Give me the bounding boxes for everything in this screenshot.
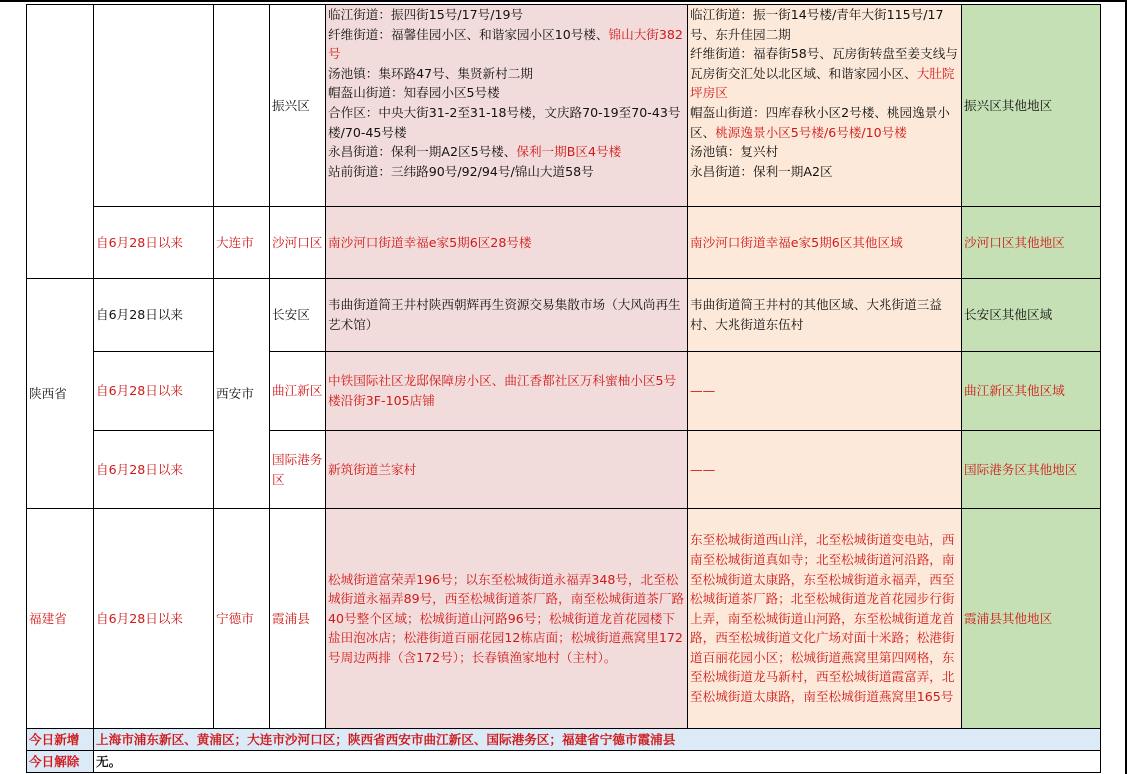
risk-segment-new: 保利一期B区4号楼 [516,144,622,160]
risk-line [690,44,959,103]
low-risk-cell: 沙河口区其他地区 [962,207,1101,279]
high-risk-cell: 松城街道富荣弄196号；以东至松城街道永福弄348号，北至松城街道永福弄89号，西至松城街道茶厂路，南至松城街道茶厂路40号整个区域；松城街道山河路96号；松城街道龙首花园楼下盐田泡冰店；松港街道百丽花园12栋店面；松城街道燕窝里172号周边两排（含172号）；长春镇渔家地村（主村）。 [326,509,688,729]
table-row-gangwu [27,431,1101,509]
risk-segment: 汤池镇：集环路47号、集贤新村二期 [328,65,533,81]
risk-segment: 合作区：中央大街31-2至31-18号楼，文庆路70-19至70-43号楼/70-45号楼 [328,104,681,140]
city-cell [214,5,270,207]
date-cell: 自6月28日以来 [94,352,214,431]
district-cell: 长安区 [270,279,326,352]
risk-line [328,5,685,25]
city-cell: 宁德市 [214,509,270,729]
high-risk-cell: 韦曲街道简王井村陕西朝辉再生资源交易集散市场（大风尚再生艺术馆） [326,279,688,352]
province-cell: 陕西省 [27,279,94,509]
high-risk-cell: 中铁国际社区龙邸保障房小区、曲江香都社区万科蜜柚小区5号楼沿街3F-105店铺 [326,352,688,431]
date-cell: 自6月28日以来 [94,207,214,279]
mid-risk-cell: —— [688,352,962,431]
mid-risk-cell: —— [688,431,962,509]
high-risk-cell [326,5,688,207]
high-risk-cell: 南沙河口街道幸福e家5期6区28号楼 [326,207,688,279]
district-cell: 国际港务区 [270,431,326,509]
low-risk-cell: 长安区其他区域 [962,279,1101,352]
mid-risk-cell [688,5,962,207]
mid-risk-cell: 韦曲街道简王井村的其他区域、大兆街道三益村、大兆街道东伍村 [688,279,962,352]
risk-line [328,83,685,103]
added-value: 上海市浦东新区、黄浦区；大连市沙河口区；陕西省西安市曲江新区、国际港务区；福建省宁德市霞浦县 [94,729,1101,751]
risk-line [690,5,959,44]
table-row-qujiang [27,352,1101,431]
risk-line [328,162,685,182]
risk-line [328,103,685,142]
city-cell: 大连市 [214,207,270,279]
high-risk-lines [328,5,685,181]
table-row-xiapu [27,509,1101,729]
low-risk-cell: 曲江新区其他区域 [962,352,1101,431]
risk-segment-new: 锦山大街382号 [328,26,683,62]
risk-segment: 帽盔山街道：四库春秋小区2号楼、桃园逸景小区、 [690,104,950,140]
high-risk-cell: 新筑街道兰家村 [326,431,688,509]
mid-risk-lines [690,5,959,181]
district-cell: 霞浦县 [270,509,326,729]
removed-value: 无。 [94,751,1101,773]
risk-line [328,64,685,84]
risk-line [690,103,959,142]
mid-risk-cell: 南沙河口街道幸福e家5期6区其他区域 [688,207,962,279]
low-risk-cell: 国际港务区其他地区 [962,431,1101,509]
risk-line [690,142,959,162]
risk-segment: 站前街道：三纬路90号/92/94号/锦山大道58号 [328,163,594,179]
top-edge [0,0,1127,2]
low-risk-cell: 振兴区其他地区 [962,5,1101,207]
risk-line [328,25,685,64]
mid-risk-cell: 东至松城街道西山洋，北至松城街道变电站，西南至松城街道真如寺；北至松城街道河沿路，南至松城街道太康路，东至松城街道永福弄，西至松城街道茶厂路；北至松城街道龙首花园步行街上弄，南至松城街道山河路，东至松城街道龙首路，西至松城街道文化广场对面十米路；松港街道百丽花园小区；松城街道燕窝里第四网格，东至松城街道龙马新村，西至松城街道霞富弄，北至松城街道太康路，南至松城街道燕窝里165号 [688,509,962,729]
date-cell [94,5,214,207]
risk-segment: 永昌街道：保利一期A2区 [690,163,833,179]
risk-segment: 纤维街道：福馨佳园小区、和谐家园小区10号楼、 [328,26,609,42]
removed-label: 今日解除 [27,751,94,773]
risk-segment-new: 桃源逸景小区5号楼/6号楼/10号楼 [715,124,907,140]
footer-row-removed [27,751,1101,773]
province-cell-liaoning [27,5,94,279]
risk-segment: 临江街道：振一街14号楼/青年大街115号/17号、东升佳园二期 [690,7,944,42]
risk-segment: 汤池镇：复兴村 [690,144,779,160]
district-cell: 振兴区 [270,5,326,207]
district-cell: 曲江新区 [270,352,326,431]
risk-area-table [26,4,1101,773]
city-cell: 西安市 [214,279,270,509]
date-cell: 自6月28日以来 [94,279,214,352]
risk-segment: 临江街道：振四街15号/17号/19号 [328,7,524,22]
risk-line [328,142,685,162]
province-cell: 福建省 [27,509,94,729]
risk-line [690,162,959,182]
footer-row-added [27,729,1101,751]
district-cell: 沙河口区 [270,207,326,279]
table-row-shahekou [27,207,1101,279]
table-row-changan [27,279,1101,352]
risk-segment: 永昌街道：保利一期A2区5号楼、 [328,144,517,160]
date-cell: 自6月28日以来 [94,509,214,729]
table-row-zhenxing [27,5,1101,207]
added-label: 今日新增 [27,729,94,751]
low-risk-cell: 霞浦县其他地区 [962,509,1101,729]
risk-segment: 帽盔山街道：知春园小区5号楼 [328,85,500,101]
date-cell: 自6月28日以来 [94,431,214,509]
risk-segment: 纤维街道：福春街58号、瓦房街转盘至姜支线与瓦房街交汇处以北区域、和谐家园小区、 [690,46,958,81]
risk-segment-new: 大肚院坪房区 [690,65,955,101]
